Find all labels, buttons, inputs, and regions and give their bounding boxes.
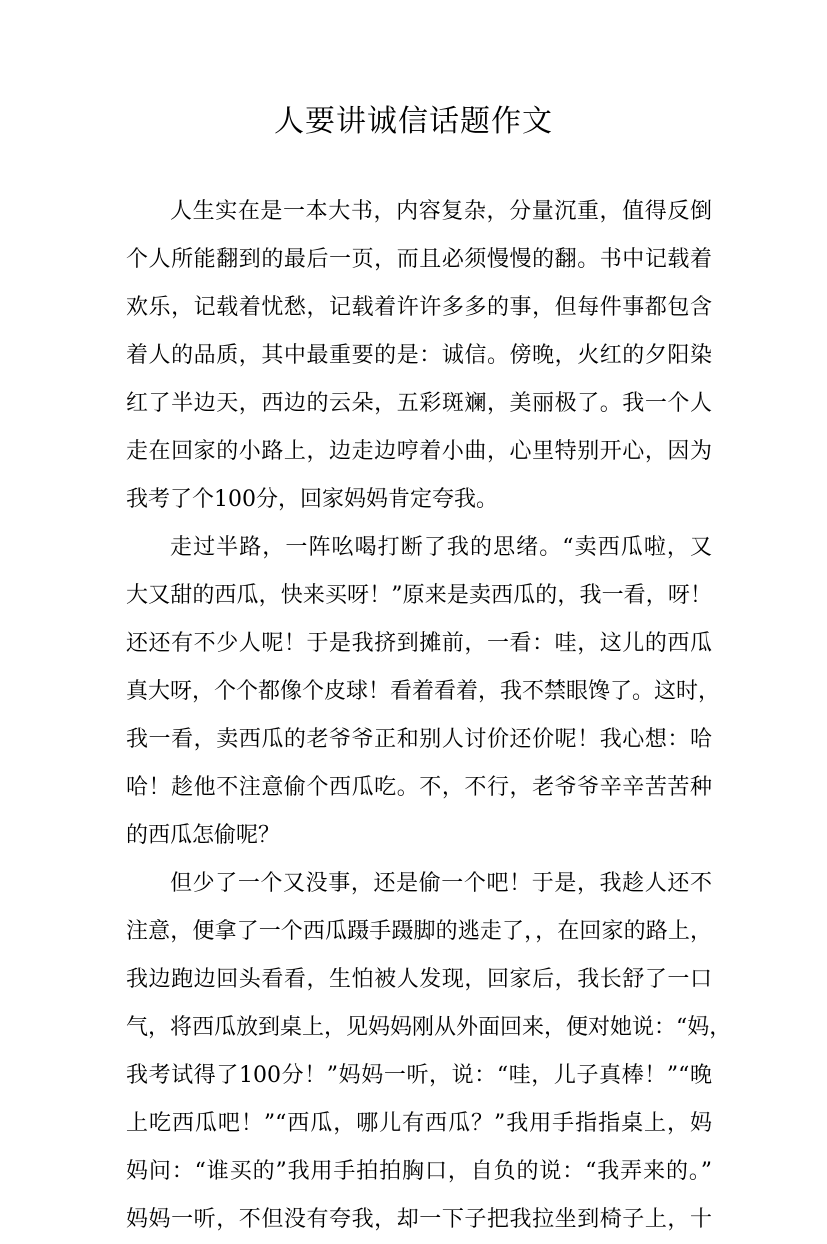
paragraph-1 (126, 188, 712, 524)
text-line: 走过半路，一阵吆喝打断了我的思绪。“卖西瓜啦，又 (170, 535, 712, 560)
text-line: 气，将西瓜放到桌上，见妈妈刚从外面回来，便对她说：“妈， (126, 1015, 732, 1040)
text-line: 个人所能翻到的最后一页，而且必须慢慢的翻。书中记载着 (126, 247, 712, 272)
text-line: 人生实在是一本大书，内容复杂，分量沉重，值得反倒 (170, 199, 712, 224)
text-line: 红了半边天，西边的云朵，五彩斑斓，美丽极了。我一个人 (126, 391, 712, 416)
text-line: 大又甜的西瓜，快来买呀！”原来是卖西瓜的，我一看，呀！ (126, 583, 712, 608)
text-line: 走在回家的小路上，边走边哼着小曲，心里特别开心，因为 (126, 439, 712, 464)
paragraph-2 (126, 524, 721, 860)
text-line: 但少了一个又没事，还是偷一个吧！于是，我趁人还不 (170, 871, 712, 896)
text-line: 我考试得了100分！”妈妈一听，说：“哇，儿子真棒！”“晚 (126, 1063, 712, 1088)
text-line: 妈问：“谁买的”我用手拍拍胸口，自负的说：“我弄来的。” (126, 1159, 712, 1184)
text-line: 着人的品质，其中最重要的是：诚信。傍晚，火红的夕阳染 (126, 343, 712, 368)
document-body (126, 188, 732, 1244)
document-title: 人要讲诚信话题作文 (274, 104, 553, 139)
paragraph-3 (126, 860, 732, 1244)
text-line: 我边跑边回头看看，生怕被人发现，回家后，我长舒了一口 (126, 967, 712, 992)
text-line: 真大呀，个个都像个皮球！看着看着，我不禁眼馋了。这时， (126, 679, 721, 704)
text-line: 的西瓜怎偷呢？ (126, 823, 281, 848)
text-line: 哈！趁他不注意偷个西瓜吃。不，不行，老爷爷辛辛苦苦种 (126, 775, 712, 800)
text-line: 妈妈一听，不但没有夸我，却一下子把我拉坐到椅子上，十 (126, 1207, 712, 1232)
text-line: 注意，便拿了一个西瓜蹑手蹑脚的逃走了，，在回家的路上， (126, 919, 712, 944)
text-line: 欢乐，记载着忧愁，记载着许许多多的事，但每件事都包含 (126, 295, 712, 320)
text-line: 我一看，卖西瓜的老爷爷正和别人讨价还价呢！我心想：哈 (126, 727, 712, 752)
text-line: 还还有不少人呢！于是我挤到摊前，一看：哇，这儿的西瓜 (126, 631, 712, 656)
text-line: 上吃西瓜吧！”“西瓜，哪儿有西瓜？”我用手指指桌上，妈 (126, 1111, 712, 1136)
text-line: 我考了个100分，回家妈妈肯定夸我。 (126, 487, 498, 512)
